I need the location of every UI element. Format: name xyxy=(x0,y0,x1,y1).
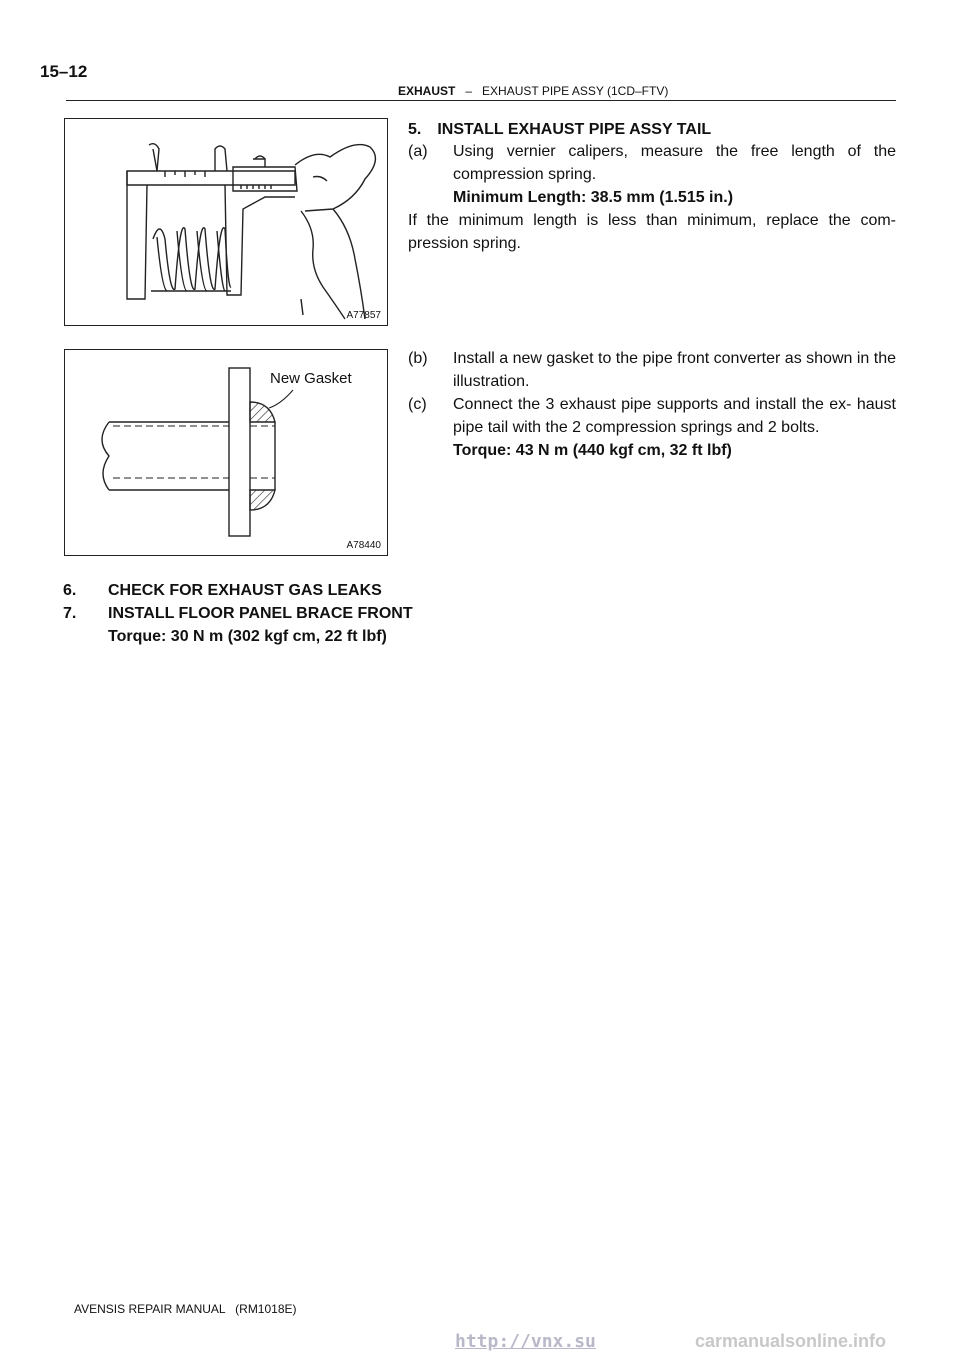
caliper-illustration xyxy=(65,119,386,324)
header-separator: – xyxy=(465,84,473,98)
page-header xyxy=(398,84,668,98)
step-5c-marker: (c) xyxy=(408,396,427,413)
step-5a xyxy=(408,140,896,209)
header-subsection: EXHAUST PIPE ASSY (1CD–FTV) xyxy=(482,84,669,98)
step-5c-text: Connect the 3 exhaust pipe supports and install the ex- haust pipe tail with the 2 compression springs and 2 bolts. xyxy=(453,396,896,436)
figure-1-id: A77857 xyxy=(346,310,381,321)
step-5b-text: Install a new gasket to the pipe front converter as shown in the illustration. xyxy=(453,350,896,390)
watermark-right: carmanualsonline.info xyxy=(695,1331,887,1351)
header-section: EXHAUST xyxy=(398,84,456,98)
step-6-num: 6. xyxy=(63,582,77,599)
step-5c-spec: Torque: 43 N m (440 kgf cm, 32 ft lbf) xyxy=(453,442,732,459)
step-7-title: INSTALL FLOOR PANEL BRACE FRONT xyxy=(108,605,413,622)
step-6-title: CHECK FOR EXHAUST GAS LEAKS xyxy=(108,582,382,599)
new-gasket-label: New Gasket xyxy=(270,370,352,387)
figure-2-id: A78440 xyxy=(346,540,381,551)
step-5-title: 5. INSTALL EXHAUST PIPE ASSY TAIL xyxy=(408,121,712,138)
figure-caliper-spring xyxy=(64,118,388,326)
step-5b-marker: (b) xyxy=(408,350,428,367)
step-5a-marker: (a) xyxy=(408,143,428,160)
step-5c xyxy=(408,393,896,462)
step-5a-spec: Minimum Length: 38.5 mm (1.515 in.) xyxy=(453,189,734,206)
step-7-num: 7. xyxy=(63,605,77,622)
step-5-note: If the minimum length is less than minimum, replace the com- pression spring. xyxy=(408,212,896,252)
figure-new-gasket xyxy=(64,349,388,556)
header-rule xyxy=(66,100,896,101)
step-5b xyxy=(408,347,896,393)
watermark-link-left[interactable]: http://vnx.su xyxy=(455,1331,596,1352)
page-number: 15–12 xyxy=(40,62,88,81)
step-5a-text: Using vernier calipers, measure the free length of the compression spring. xyxy=(453,143,896,183)
step-7 xyxy=(63,602,483,648)
step-7-spec: Torque: 30 N m (302 kgf cm, 22 ft lbf) xyxy=(108,628,387,645)
step-6 xyxy=(63,579,463,602)
footer-manual-id: AVENSIS REPAIR MANUAL (RM1018E) xyxy=(74,1302,297,1316)
